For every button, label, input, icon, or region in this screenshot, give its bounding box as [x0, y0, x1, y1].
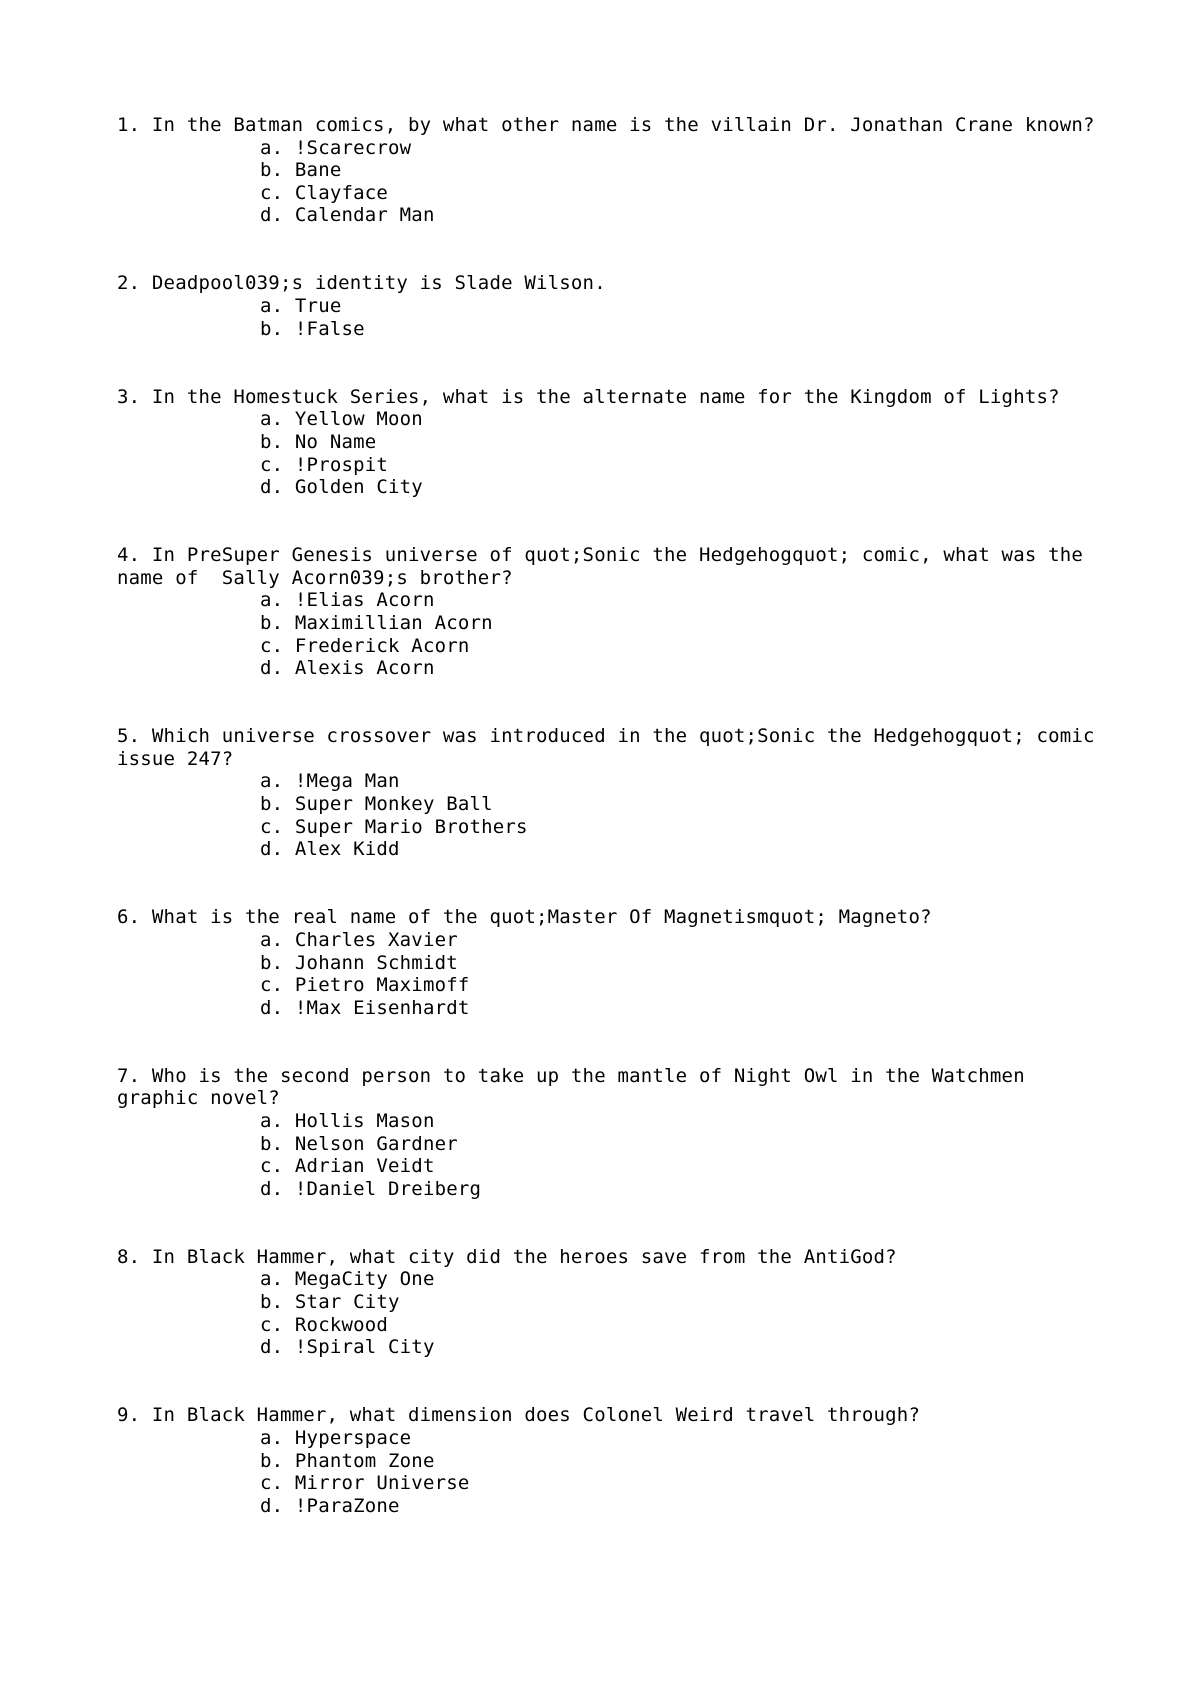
- answer-option: b. Johann Schmidt: [260, 951, 458, 974]
- answer-option: a. !Scarecrow: [260, 136, 412, 159]
- answer-option: b. Star City: [260, 1291, 400, 1314]
- answer-option: d. Alexis Acorn: [260, 657, 435, 680]
- answer-option: b. No Name: [260, 430, 377, 453]
- answer-option: a. True: [260, 295, 342, 318]
- answer-option: d. Golden City: [260, 476, 423, 499]
- question-text: 4. In PreSuper Genesis universe of quot;Sonic the Hedgehogquot; comic, what was the name of Sally Acorn039;s brother?: [117, 544, 1095, 589]
- answer-option: a. MegaCity One: [260, 1268, 435, 1291]
- question-5: [117, 725, 1107, 861]
- answer-options: [117, 1268, 1097, 1358]
- answer-option: d. Calendar Man: [260, 204, 435, 227]
- answer-option: c. Super Mario Brothers: [260, 815, 528, 838]
- answer-option: b. Maximillian Acorn: [260, 612, 493, 634]
- answer-options: [117, 1427, 1097, 1517]
- answer-option: a. !Elias Acorn: [260, 589, 435, 612]
- question-6: [117, 906, 1097, 1019]
- answer-option: b. Bane: [260, 159, 342, 182]
- answer-option: c. Frederick Acorn: [260, 634, 470, 657]
- answer-options: [117, 408, 1097, 498]
- question-text: 1. In the Batman comics, by what other name is the villain Dr. Jonathan Crane known?: [117, 114, 1095, 136]
- answer-option: b. Nelson Gardner: [260, 1132, 458, 1155]
- answer-option: c. Pietro Maximoff: [260, 974, 470, 997]
- answer-option: c. Mirror Universe: [260, 1472, 470, 1495]
- answer-option: a. Charles Xavier: [260, 928, 458, 951]
- answer-option: c. Clayface: [260, 181, 389, 204]
- question-1: [117, 114, 1097, 227]
- answer-option: c. Rockwood: [260, 1313, 389, 1336]
- answer-options: [117, 589, 1097, 679]
- question-text: 7. Who is the second person to take up the mantle of Night Owl in the Watchmen graphic novel?: [117, 1064, 1037, 1110]
- question-text: 3. In the Homestuck Series, what is the alternate name for the Kingdom of Lights?: [117, 385, 1060, 408]
- answer-options: [117, 295, 1097, 340]
- answer-option: d. Alex Kidd: [260, 838, 400, 861]
- answer-option: a. Hyperspace: [260, 1426, 412, 1449]
- question-7: [117, 1065, 1097, 1201]
- question-text: 5. Which universe crossover was introduced in the quot;Sonic the Hedgehogquot; comic issue 247?: [117, 725, 1107, 770]
- question-9: [117, 1404, 1097, 1517]
- answer-options: [117, 770, 1097, 860]
- answer-option: b. Super Monkey Ball: [260, 793, 493, 816]
- question-4: [117, 544, 1097, 680]
- question-text: 9. In Black Hammer, what dimension does Colonel Weird travel through?: [117, 1404, 921, 1427]
- answer-option: b. Phantom Zone: [260, 1449, 435, 1472]
- question-2: [117, 272, 1097, 340]
- answer-options: [117, 1110, 1097, 1200]
- question-text: 2. Deadpool039;s identity is Slade Wilson.: [117, 272, 606, 295]
- answer-options: [117, 929, 1097, 1019]
- quiz-list: [117, 114, 1107, 1563]
- answer-option: b. !False: [260, 317, 365, 340]
- question-text: 6. What is the real name of the quot;Master Of Magnetismquot; Magneto?: [117, 906, 932, 929]
- answer-option: d. !Max Eisenhardt: [260, 996, 470, 1019]
- answer-option: d. !Daniel Dreiberg: [260, 1177, 482, 1200]
- question-8: [117, 1246, 1097, 1359]
- answer-option: c. Adrian Veidt: [260, 1155, 435, 1178]
- answer-options: [117, 137, 1097, 227]
- answer-option: c. !Prospit: [260, 453, 389, 476]
- answer-option: a. Hollis Mason: [260, 1110, 435, 1132]
- answer-option: a. !Mega Man: [260, 770, 400, 793]
- answer-option: a. Yellow Moon: [260, 408, 423, 431]
- answer-option: d. !Spiral City: [260, 1336, 435, 1359]
- question-text: 8. In Black Hammer, what city did the heroes save from the AntiGod?: [117, 1245, 897, 1268]
- answer-option: d. !ParaZone: [260, 1494, 400, 1517]
- question-3: [117, 386, 1097, 499]
